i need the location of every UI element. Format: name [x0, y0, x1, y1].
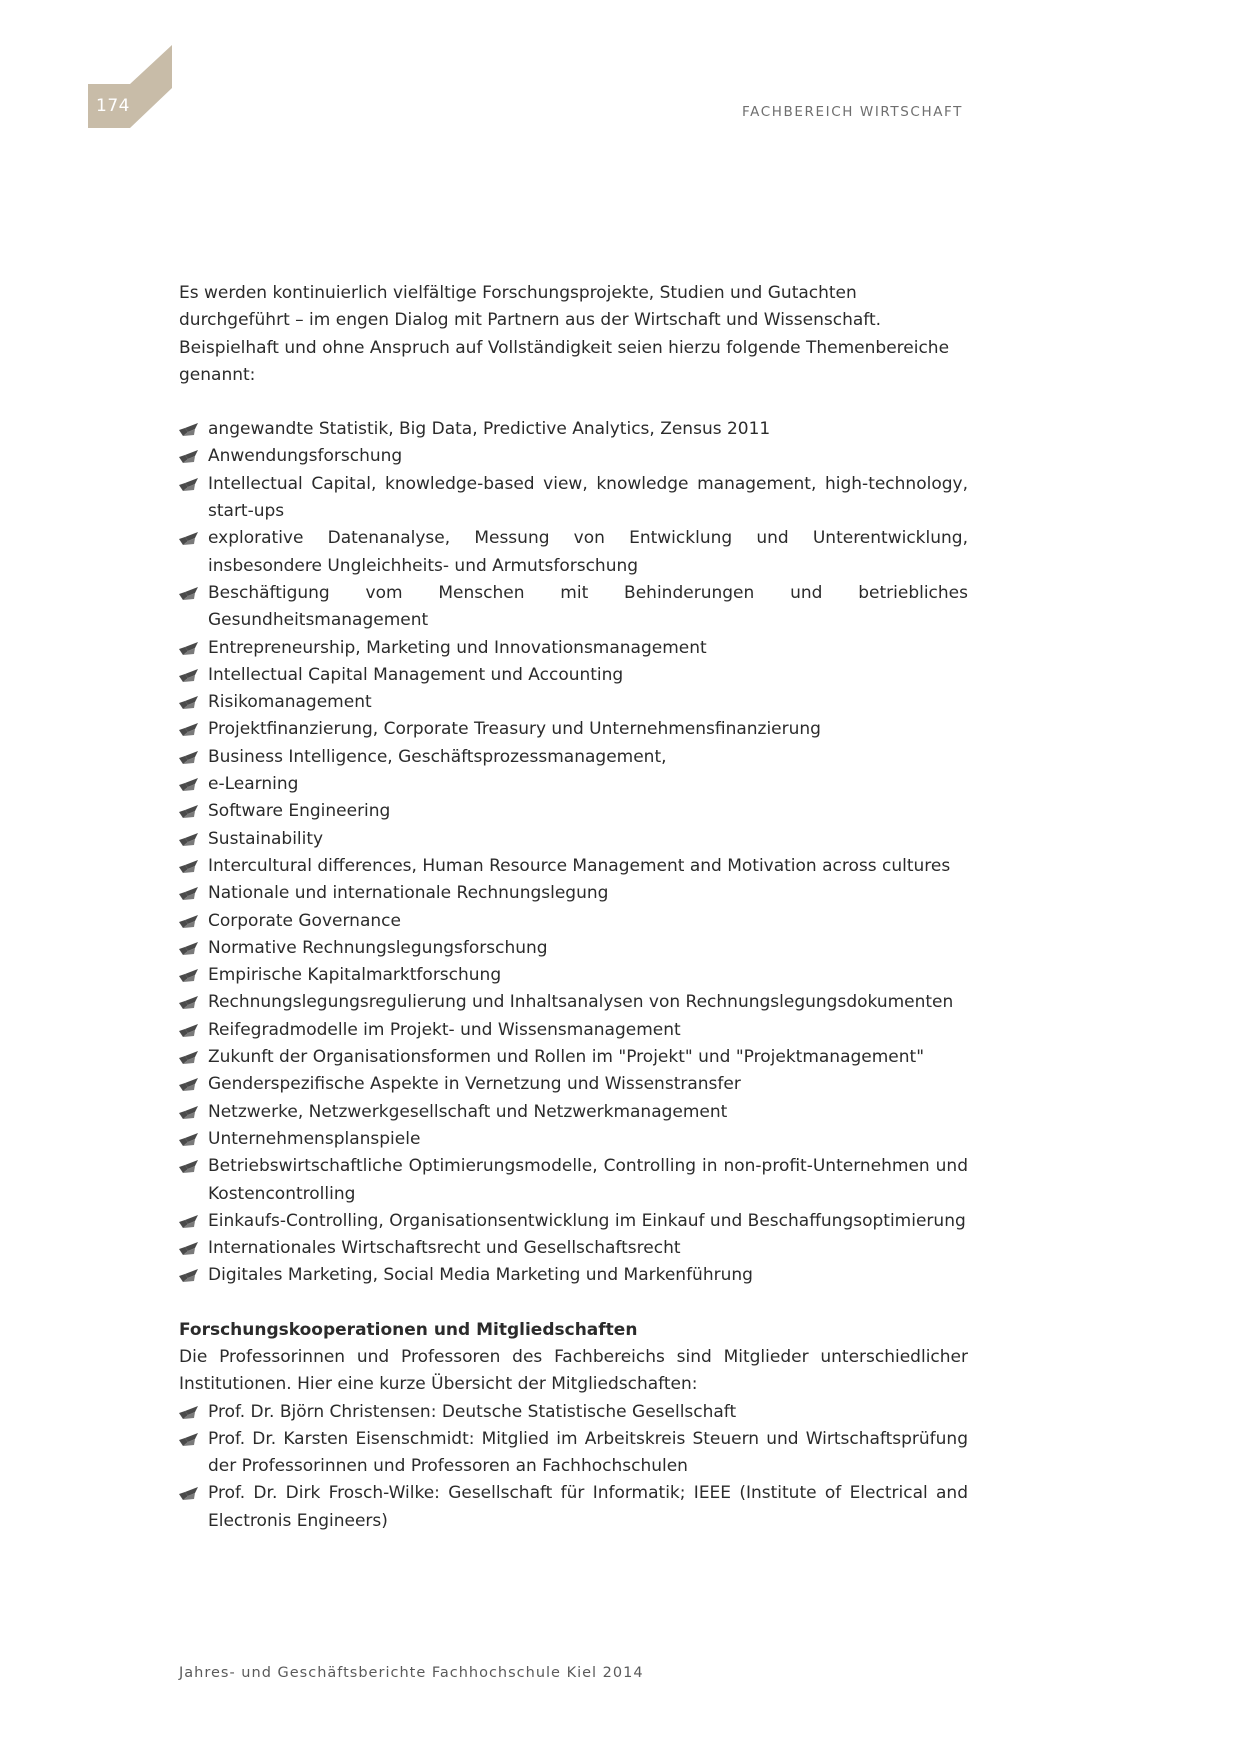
topic-item [179, 716, 968, 743]
check-icon [179, 723, 199, 737]
topic-item [179, 771, 968, 798]
topic-item [179, 443, 968, 470]
topic-item [179, 635, 968, 662]
check-icon [179, 1433, 199, 1447]
topic-item-text: Zukunft der Organisationsformen und Rollen im "Projekt" und "Projektmanagement" [208, 1047, 925, 1068]
topic-item [179, 1153, 968, 1208]
topic-item-text: Anwendungsforschung [208, 446, 403, 467]
topic-item-text: Intercultural differences, Human Resource Management and Motivation across cultures [208, 855, 951, 876]
topic-item-text: e-Learning [208, 774, 299, 795]
topic-item-text: Einkaufs-Controlling, Organisationsentwicklung im Einkauf und Beschaffungsoptimierung [208, 1210, 966, 1231]
topic-item [179, 1235, 968, 1262]
check-icon [179, 478, 199, 492]
check-icon [179, 696, 199, 710]
topic-item-text: Digitales Marketing, Social Media Marketing und Markenführung [208, 1265, 753, 1286]
check-icon [179, 1024, 199, 1038]
memberships-list [179, 1399, 968, 1535]
check-icon [179, 1269, 199, 1283]
check-icon [179, 969, 199, 983]
check-icon [179, 532, 199, 546]
check-icon [179, 1133, 199, 1147]
check-icon [179, 778, 199, 792]
check-icon [179, 1078, 199, 1092]
topic-item [179, 1262, 968, 1289]
topic-item [179, 908, 968, 935]
topic-item-text: Sustainability [208, 828, 324, 849]
topic-item-text: Internationales Wirtschaftsrecht und Gesellschaftsrecht [208, 1238, 681, 1259]
check-icon [179, 450, 199, 464]
check-icon [179, 942, 199, 956]
topic-item-text: Betriebswirtschaftliche Optimierungsmodelle, Controlling in non-profit-Unternehmen und Kostencontrolling [208, 1156, 968, 1204]
membership-item-text: Prof. Dr. Karsten Eisenschmidt: Mitglied im Arbeitskreis Steuern und Wirtschaftsprüfung der Professorinnen und Professoren an Fachhochschulen [208, 1428, 968, 1477]
check-icon [179, 833, 199, 847]
check-icon [179, 860, 199, 874]
check-icon [179, 669, 199, 683]
topic-item-text: Reifegradmodelle im Projekt- und Wissensmanagement [208, 1019, 681, 1040]
membership-item [179, 1399, 968, 1426]
page-footer: Jahres- und Geschäftsberichte Fachhochschule Kiel 2014 [179, 1665, 644, 1681]
membership-item [179, 1480, 968, 1535]
check-icon [179, 1051, 199, 1065]
topic-item [179, 1071, 968, 1098]
page-number: 174 [96, 96, 130, 116]
topic-item [179, 416, 968, 443]
topic-item [179, 1126, 968, 1153]
check-icon [179, 1160, 199, 1174]
topic-item [179, 935, 968, 962]
topic-item-text: Normative Rechnungslegungsforschung [208, 937, 548, 958]
topic-item-text: Beschäftigung vom Menschen mit Behinderungen und betriebliches Gesundheitsmanagement [208, 582, 968, 631]
check-icon [179, 1242, 199, 1256]
topic-item [179, 689, 968, 716]
section-title: FACHBEREICH WIRTSCHAFT [742, 104, 963, 120]
intro-paragraph: Es werden kontinuierlich vielfältige Forschungsprojekte, Studien und Gutachten durchgeführt – im engen Dialog mit Partnern aus der Wirtschaft und Wissenschaft. Beispielhaft und ohne Anspruch auf Vollständigkeit seien hierzu folgende Themenbereiche genannt: [179, 283, 950, 385]
membership-item [179, 1426, 968, 1481]
topic-item [179, 744, 968, 771]
research-topics-list [179, 416, 968, 1290]
topic-item-text: angewandte Statistik, Big Data, Predictive Analytics, Zensus 2011 [208, 419, 771, 440]
topic-item-text: Nationale und internationale Rechnungslegung [208, 883, 609, 904]
topic-item [179, 880, 968, 907]
cooperation-paragraph: Die Professorinnen und Professoren des Fachbereichs sind Mitglieder unterschiedlicher Institutionen. Hier eine kurze Übersicht der Mitgliedschaften: [179, 1346, 968, 1395]
check-icon [179, 642, 199, 656]
topic-item-text: Intellectual Capital Management und Accounting [208, 664, 624, 685]
topic-item [179, 471, 968, 526]
topic-item-text: Entrepreneurship, Marketing und Innovationsmanagement [208, 637, 707, 658]
topic-item [179, 525, 968, 580]
check-icon [179, 423, 199, 437]
check-icon [179, 1487, 199, 1501]
topic-item [179, 1099, 968, 1126]
membership-item-text: Prof. Dr. Dirk Frosch-Wilke: Gesellschaft für Informatik; IEEE (Institute of Electrical and Electronis Engineers) [208, 1483, 968, 1531]
check-icon [179, 996, 199, 1010]
topic-item-text: Unternehmensplanspiele [208, 1128, 421, 1149]
membership-item-text: Prof. Dr. Björn Christensen: Deutsche Statistische Gesellschaft [208, 1401, 737, 1422]
check-icon [179, 587, 199, 601]
check-icon [179, 887, 199, 901]
topic-item-text: Software Engineering [208, 801, 391, 822]
check-icon [179, 805, 199, 819]
topic-item-text: Empirische Kapitalmarktforschung [208, 965, 502, 986]
check-icon [179, 1215, 199, 1229]
topic-item-text: explorative Datenanalyse, Messung von Entwicklung und Unterentwicklung, insbesondere Ungleichheits- und Armutsforschung [208, 528, 968, 576]
topic-item [179, 853, 968, 880]
topic-item [179, 1017, 968, 1044]
topic-item-text: Corporate Governance [208, 910, 401, 931]
topic-item [179, 662, 968, 689]
check-icon [179, 1406, 199, 1420]
topic-item-text: Risikomanagement [208, 692, 372, 713]
topic-item [179, 1208, 968, 1235]
topic-item [179, 826, 968, 853]
topic-item-text: Intellectual Capital, knowledge-based view, knowledge management, high-technology, start-ups [208, 473, 968, 522]
check-icon [179, 1106, 199, 1120]
section-heading: Forschungskooperationen und Mitgliedschaften [179, 1319, 638, 1340]
topic-item-text: Genderspezifische Aspekte in Vernetzung und Wissenstransfer [208, 1074, 741, 1095]
topic-item [179, 989, 968, 1016]
main-content [179, 280, 968, 1535]
topic-item-text: Projektfinanzierung, Corporate Treasury und Unternehmensfinanzierung [208, 719, 821, 740]
topic-item [179, 1044, 968, 1071]
topic-item-text: Netzwerke, Netzwerkgesellschaft und Netzwerkmanagement [208, 1101, 728, 1122]
check-icon [179, 751, 199, 765]
topic-item [179, 962, 968, 989]
topic-item [179, 580, 968, 635]
check-icon [179, 915, 199, 929]
topic-item [179, 798, 968, 825]
topic-item-text: Business Intelligence, Geschäftsprozessmanagement, [208, 746, 667, 767]
topic-item-text: Rechnungslegungsregulierung und Inhaltsanalysen von Rechnungslegungsdokumenten [208, 992, 954, 1013]
